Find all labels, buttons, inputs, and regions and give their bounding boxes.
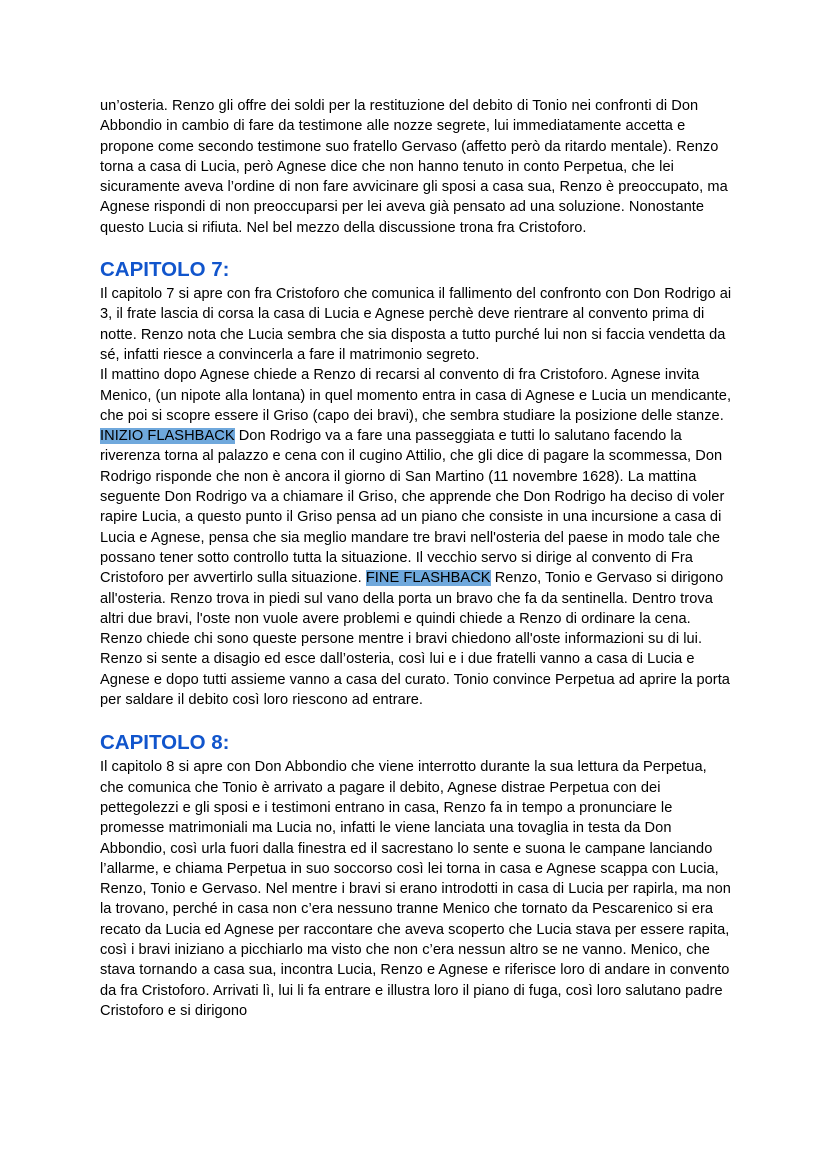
chapter-7-paragraph-2 bbox=[100, 365, 732, 710]
chapter-8-paragraph-1: Il capitolo 8 si apre con Don Abbondio che viene interrotto durante la sua lettura da Perpetua, che comunica che Tonio è arrivato a pagare il debito, Agnese distrae Perpetua con dei pettegolezzi e gli sposi e i testimoni entrano in casa, Renzo fa in tempo a pronunciare le promesse matrimoniali ma Lucia no, infatti le viene lanciata una tovaglia in testa da Don Abbondio, così urla fuori dalla finestra ed il sacrestano lo sente e suona le campane lanciando l’allarme, e chiama Perpetua in suo soccorso così lei torna in casa e Agnese scappa con Lucia, Renzo, Tonio e Gervaso. Nel mentre i bravi si erano introdotti in casa di Lucia per rapirla, ma non la trovano, perché in casa non c’era nessuno tranne Menico che tornato da Pescarenico si era recato da Lucia ed Agnese per raccontare che aveva scoperto che Lucia stava per essere rapita, così i bravi iniziano a picchiarlo ma visto che non c’era nessun altro se ne vanno. Menico, che stava tornando a casa sua, incontra Lucia, Renzo e Agnese e riferisce loro di andare in convento da fra Cristoforo. Arrivati lì, lui li fa entrare e illustra loro il piano di fuga, così loro salutano padre Cristoforo e si dirigono bbox=[100, 759, 731, 1019]
chapter-7-text-after-flashback: Renzo, Tonio e Gervaso si dirigono all'osteria. Renzo trova in piedi sul vano della porta un bravo che fa da sentinella. Dentro trova altri due bravi, l'oste non vuole avere problemi e quindi chiede a Renzo di ordinare la cena. Renzo chiede chi sono queste persone mentre i bravi chiedono all'oste informazioni su di lui. Renzo si sente a disagio ed esce dall’osteria, così lui e i due fratelli vanno a casa di Lucia e Agnese e dopo tutti assieme vanno a casa del curato. Tonio convince Perpetua ad aprire la porta per saldare il debito così loro riescono ad entrare. bbox=[100, 570, 730, 709]
chapter-8-heading: CAPITOLO 8: bbox=[100, 731, 230, 755]
flashback-start-highlight: INIZIO FLASHBACK bbox=[100, 428, 235, 445]
flashback-end-highlight: FINE FLASHBACK bbox=[365, 570, 491, 587]
intro-paragraph: un’osteria. Renzo gli offre dei soldi per la restituzione del debito di Tonio nei confronti di Don Abbondio in cambio di fare da testimone alle nozze segrete, lui immediatamente accetta e propone come secondo testimone suo fratello Gervaso (affetto però da ritardo mentale). Renzo torna a casa di Lucia, però Agnese dice che non hanno tenuto in conto Perpetua, che lei sicuramente aveva l’ordine di non fare avvicinare gli sposi a casa sua, Renzo è preoccupato, ma Agnese rispondi di non preoccuparsi per lei aveva già pensato ad una soluzione. Nonostante questo Lucia si rifiuta. Nel bel mezzo della discussione trona fra Cristoforo. bbox=[100, 98, 728, 236]
chapter-7-flashback-text: Don Rodrigo va a fare una passeggiata e tutti lo salutano facendo la riverenza torna al palazzo e cena con il cugino Attilio, che gli dice di pagare la scommessa, Don Rodrigo risponde che non è ancora il giorno di San Martino (11 novembre 1628). La mattina seguente Don Rodrigo va a chiamare il Griso, che apprende che Don Rodrigo ha deciso di voler rapire Lucia, a questo punto il Griso pensa ad un piano che consiste in una incursione a casa di Lucia e Agnese, pensa che sia meglio mandare tre bravi nell'osteria del paese in modo tale che possano tener sotto controllo tutta la situazione. Il vecchio servo si dirige al convento di Fra Cristoforo per avvertirlo sulla situazione. bbox=[100, 428, 725, 587]
chapter-7-text-before-flashback: Il mattino dopo Agnese chiede a Renzo di recarsi al convento di fra Cristoforo. Agnese invita Menico, (un nipote alla lontana) in quel momento entra in casa di Agnese e Lucia un mendicante, che poi si scopre essere il Griso (capo dei bravi), che sembra studiare la posizione delle stanze. bbox=[100, 367, 732, 424]
document-page bbox=[100, 96, 732, 1021]
chapter-7-paragraph-1: Il capitolo 7 si apre con fra Cristoforo che comunica il fallimento del confronto con Don Rodrigo ai 3, il frate lascia di corsa la casa di Lucia e Agnese perchè deve rientrare al convento prima di notte. Renzo nota che Lucia sembra che sia disposta a tutto purché lui non si faccia vendetta da sé, infatti riesce a convincerla a fare il matrimonio segreto. bbox=[100, 286, 732, 363]
chapter-7-heading: CAPITOLO 7: bbox=[100, 258, 230, 282]
